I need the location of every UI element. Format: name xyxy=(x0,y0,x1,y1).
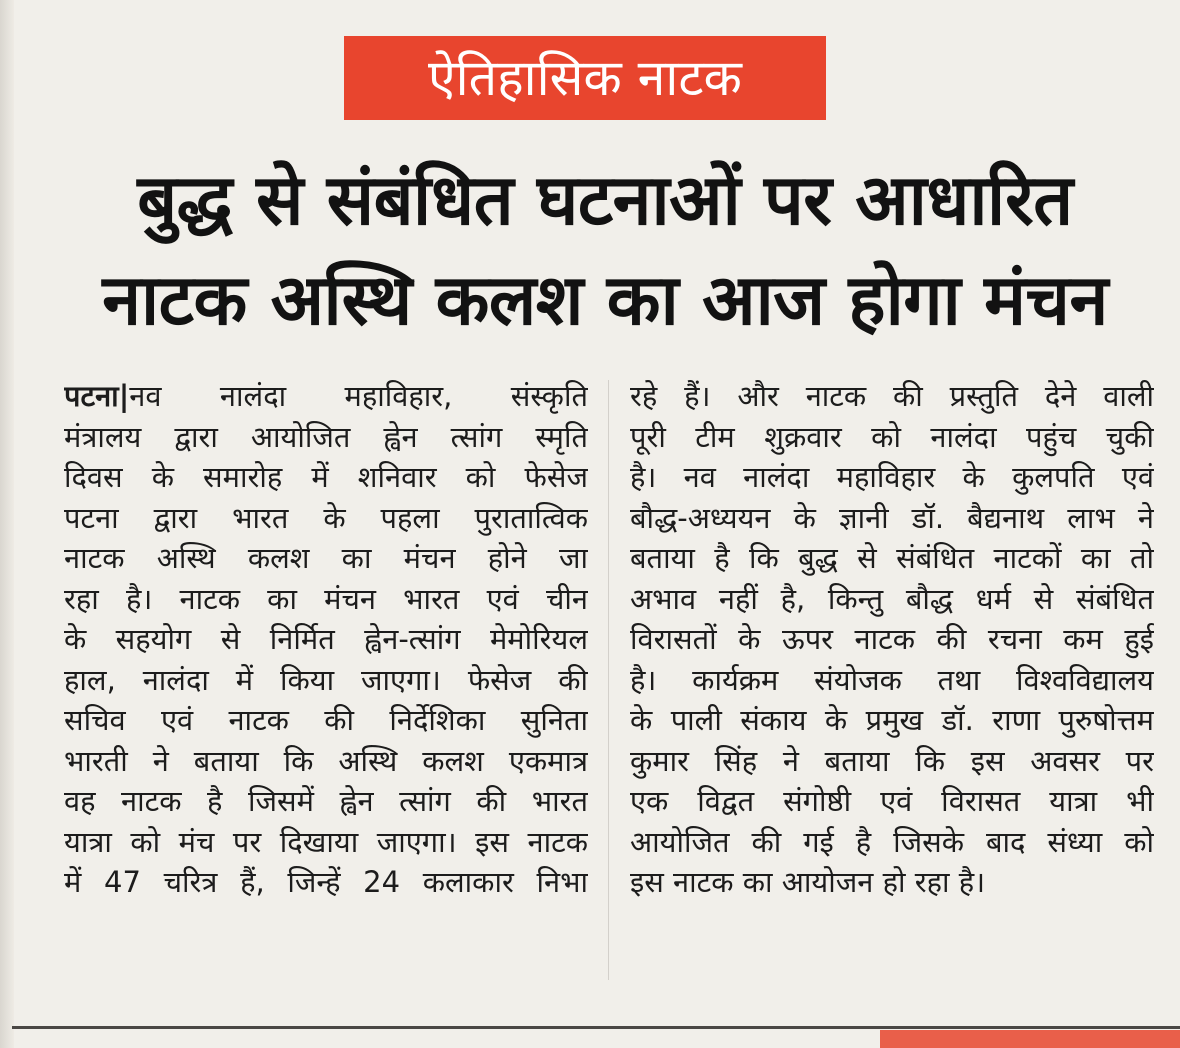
column-divider xyxy=(608,380,609,980)
article-line-text: नव नालंदा महाविहार, संस्कृति xyxy=(129,379,588,413)
article-line xyxy=(64,498,588,539)
article-column-left xyxy=(64,376,588,903)
article-line xyxy=(64,660,588,701)
article-line-text: बौद्ध-अध्ययन के ज्ञानी डॉ. बैद्यनाथ लाभ ने xyxy=(630,500,1154,535)
article-line xyxy=(64,579,588,620)
article-line xyxy=(64,619,588,660)
article-line xyxy=(630,660,1154,701)
article-line-text: अभाव नहीं है, किन्तु बौद्ध धर्म से संबंधित xyxy=(630,581,1154,616)
article-line-text: के पाली संकाय के प्रमुख डॉ. राणा पुरुषोत्तम xyxy=(630,703,1154,737)
article-line-text: इस नाटक का आयोजन हो रहा है। xyxy=(630,865,986,899)
bottom-rule xyxy=(12,1026,1180,1029)
article-line-text: रहा है। नाटक का मंचन भारत एवं चीन xyxy=(64,581,588,616)
article-line-text: भारती ने बताया कि अस्थि कलश एकमात्र xyxy=(64,743,588,778)
article-column-right xyxy=(630,376,1154,903)
article-line xyxy=(630,579,1154,620)
article-line-text: में 47 चरित्र हैं, जिन्हें 24 कलाकार निभा xyxy=(64,865,588,899)
article-line-text: दिवस के समारोह में शनिवार को फेसेज xyxy=(64,460,588,494)
article-line-text: है। कार्यक्रम संयोजक तथा विश्वविद्यालय xyxy=(630,662,1154,697)
article-line-text: सचिव एवं नाटक की निर्देशिका सुनिता xyxy=(64,703,588,737)
article-line xyxy=(64,781,588,822)
article-line xyxy=(630,538,1154,579)
article-line-text: हाल, नालंदा में किया जाएगा। फेसेज की xyxy=(64,662,588,697)
article-line xyxy=(64,538,588,579)
article-line xyxy=(64,417,588,458)
article-line-text: पूरी टीम शुक्रवार को नालंदा पहुंच चुकी xyxy=(630,419,1154,454)
article-line xyxy=(630,741,1154,782)
article-line xyxy=(64,741,588,782)
article-line xyxy=(630,457,1154,498)
article-line-text: बताया है कि बुद्ध से संबंधित नाटकों का तो xyxy=(630,541,1154,575)
article-line xyxy=(630,822,1154,863)
article-line-text: आयोजित की गई है जिसके बाद संध्या को xyxy=(630,824,1154,859)
article-line xyxy=(630,619,1154,660)
article-line xyxy=(630,781,1154,822)
article-line-text: के सहयोग से निर्मित ह्वेन-त्सांग मेमोरियल xyxy=(64,622,588,656)
section-kicker xyxy=(344,36,826,120)
headline xyxy=(60,150,1150,350)
article-line-text: पटना द्वारा भारत के पहला पुरातात्विक xyxy=(64,500,588,535)
article-line-text: यात्रा को मंच पर दिखाया जाएगा। इस नाटक xyxy=(64,824,588,859)
article-line xyxy=(630,498,1154,539)
article-line xyxy=(630,417,1154,458)
article-line xyxy=(64,700,588,741)
article-line xyxy=(630,700,1154,741)
dateline: पटना| xyxy=(64,379,130,413)
article-line xyxy=(64,376,588,417)
article-line xyxy=(64,457,588,498)
article-line-text: है। नव नालंदा महाविहार के कुलपति एवं xyxy=(630,460,1154,494)
article-line-text: नाटक अस्थि कलश का मंचन होने जा xyxy=(64,541,588,575)
page-edge xyxy=(0,0,14,1048)
next-article-strip xyxy=(880,1030,1180,1048)
article-line xyxy=(630,376,1154,417)
kicker-label: ऐतिहासिक नाटक xyxy=(428,49,742,107)
article-line xyxy=(630,862,1154,903)
headline-line-2: नाटक अस्थि कलश का आज होगा मंचन xyxy=(102,259,1108,341)
article-line-text: एक विद्वत संगोष्ठी एवं विरासत यात्रा भी xyxy=(630,784,1154,818)
headline-line-1: बुद्ध से संबंधित घटनाओं पर आधारित xyxy=(137,159,1073,241)
article-line-text: विरासतों के ऊपर नाटक की रचना कम हुई xyxy=(630,622,1154,656)
article-line-text: कुमार सिंह ने बताया कि इस अवसर पर xyxy=(630,743,1154,778)
article-line xyxy=(64,822,588,863)
article-line-text: रहे हैं। और नाटक की प्रस्तुति देने वाली xyxy=(630,379,1154,413)
article-line-text: वह नाटक है जिसमें ह्वेन त्सांग की भारत xyxy=(64,784,588,818)
article-line-text: मंत्रालय द्वारा आयोजित ह्वेन त्सांग स्मृति xyxy=(64,419,588,454)
article-line xyxy=(64,862,588,903)
